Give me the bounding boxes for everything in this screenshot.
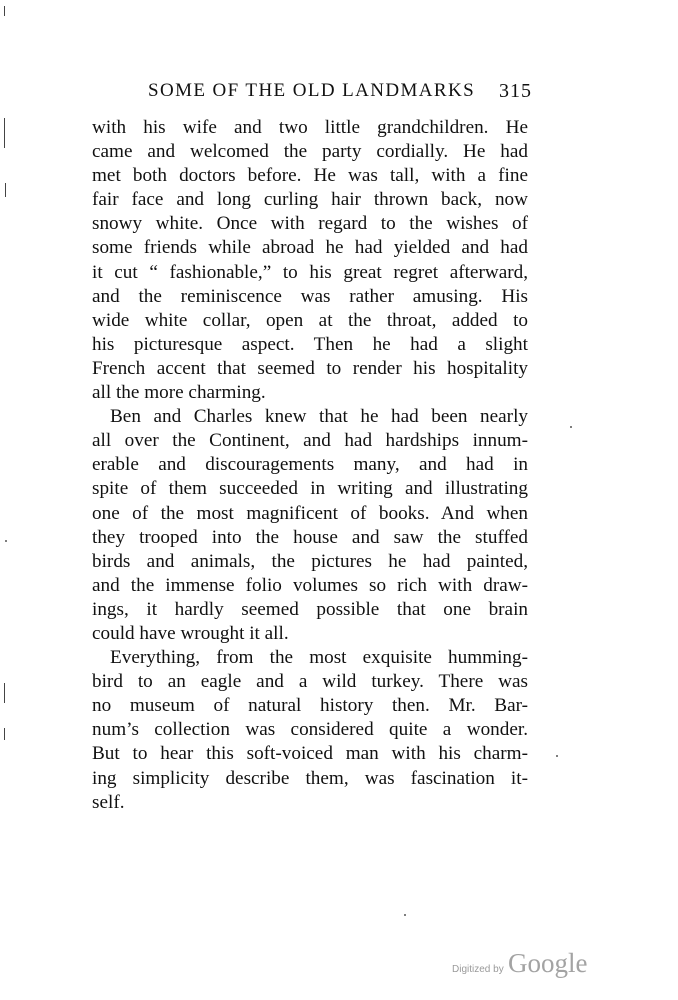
text-line: num’s collection was considered quite a wonder. [92,719,528,741]
scan-edge-mark [4,728,5,740]
page-number: 315 [499,80,532,102]
text-line: no museum of natural history then. Mr. Bar- [92,695,528,717]
text-line: spite of them succeeded in writing and illustrating [92,478,528,500]
text-line: But to hear this soft-voiced man with his charm- [92,743,528,765]
paragraph-3 [92,646,528,815]
scan-speck [570,426,572,428]
google-logo: Google [508,948,588,978]
text-line: fair face and long curling hair thrown back, now [92,189,528,211]
text-line: his picturesque aspect. Then he had a slight [92,333,528,355]
text-line: wide white collar, open at the throat, added to [92,309,528,331]
text-line: all over the Continent, and had hardships innum- [92,430,528,452]
text-line: they trooped into the house and saw the stuffed [92,526,528,548]
watermark-prefix: Digitized by [452,964,504,975]
text-line: self. [92,791,125,813]
scan-speck [556,755,558,757]
digitization-watermark [452,948,602,982]
text-line: and the immense folio volumes so rich with draw- [92,574,528,596]
running-header [92,80,532,110]
text-line: Everything, from the most exquisite humming- [110,647,528,669]
text-line: ings, it hardly seemed possible that one brain [92,598,528,620]
scan-speck [5,540,7,542]
text-line: snowy white. Once with regard to the wishes of [92,213,528,235]
text-line: bird to an eagle and a wild turkey. There was [92,671,528,693]
text-line: some friends while abroad he had yielded and had [92,237,528,259]
text-line: birds and animals, the pictures he had painted, [92,550,528,572]
scan-edge-mark [4,6,5,16]
text-line: and the reminiscence was rather amusing. His [92,285,528,307]
text-line: with his wife and two little grandchildren. He [92,117,528,138]
text-line: it cut “ fashionable,” to his great regret afterward, [92,261,528,283]
text-line: erable and discouragements many, and had in [92,454,528,476]
text-line: could have wrought it all. [92,622,289,644]
text-line: met both doctors before. He was tall, with a fine [92,165,528,187]
scan-speck [404,914,406,916]
scan-edge-mark [5,183,6,197]
scan-edge-mark [4,683,5,703]
scan-edge-mark [4,118,5,148]
text-line: Ben and Charles knew that he had been nearly [110,406,528,428]
text-line: all the more charming. [92,382,266,404]
paragraph-1 [92,116,528,405]
running-title: SOME OF THE OLD LANDMARKS [148,80,476,101]
paragraph-2 [92,405,528,646]
body-text [92,116,528,815]
text-line: French accent that seemed to render his hospitality [92,357,528,379]
text-line: one of the most magnificent of books. And when [92,502,528,524]
text-line: came and welcomed the party cordially. He had [92,141,528,163]
text-line: ing simplicity describe them, was fascination it- [92,767,528,789]
